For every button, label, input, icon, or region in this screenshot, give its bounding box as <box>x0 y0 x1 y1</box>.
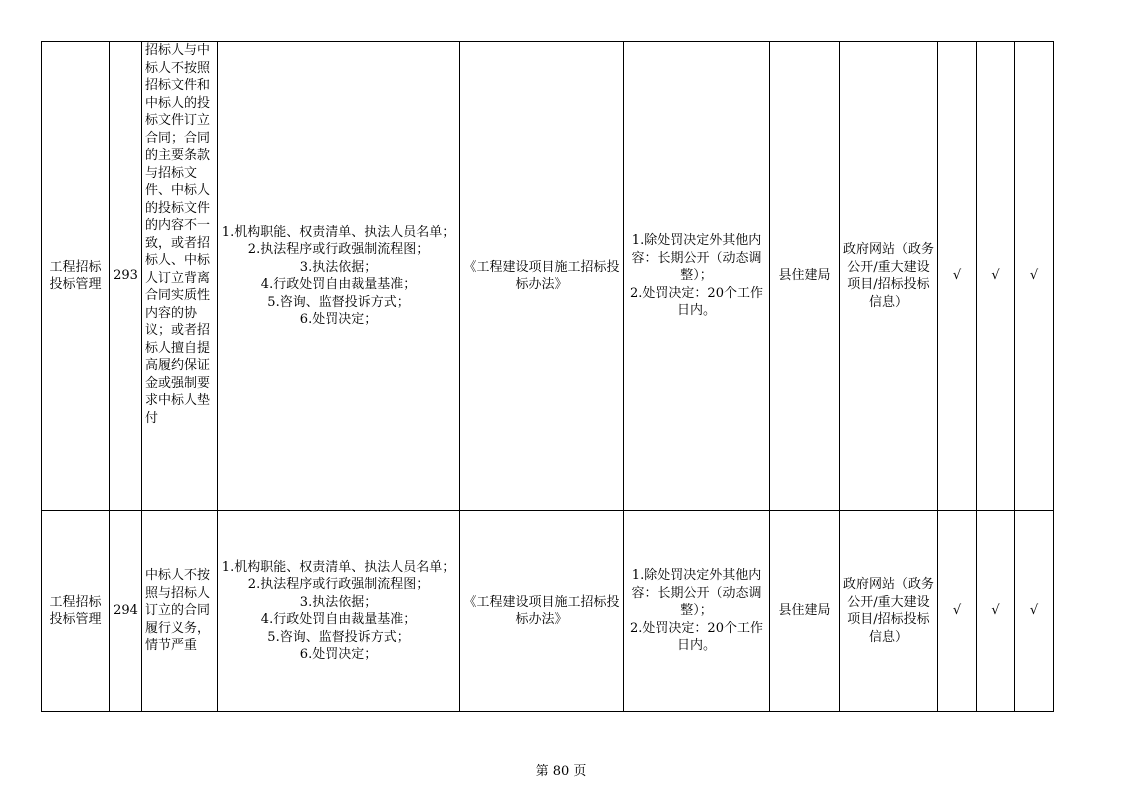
legal-basis-cell: 《工程建设项目施工招标投标办法》 <box>460 42 624 511</box>
disclosure-line: 3.执法依据； <box>299 594 378 610</box>
disclosure-line: 4.行政处罚自由裁量基准； <box>260 612 417 627</box>
disclosure-line: 3.执法依据； <box>299 259 378 275</box>
disclosure-table <box>41 41 1054 712</box>
disclosure-line: 2.执法程序或行政强制流程图； <box>247 242 430 257</box>
channel-cell: 政府网站（政务公开/重大建设项目/招标投标信息） <box>840 511 938 712</box>
disclosure-content-cell <box>218 42 460 511</box>
disclosure-line: 5.咨询、监督投诉方式； <box>267 629 410 645</box>
disclosure-line: 1.机构职能、权责清单、执法人员名单； <box>221 559 456 575</box>
category-cell: 工程招标投标管理 <box>42 511 110 712</box>
time-line: 1.除处罚决定外其他内容：长期公开（动态调整）； <box>631 233 762 284</box>
department-cell: 县住建局 <box>770 42 840 511</box>
disclosure-line: 6.处罚决定； <box>299 647 378 662</box>
page-number: 第 80 页 <box>535 764 587 779</box>
table-row <box>42 42 1054 511</box>
item-content-cell: 中标人不按照与招标人订立的合同履行义务，情节严重 <box>142 511 218 712</box>
item-content-cell: 招标人与中标人不按照招标文件和中标人的投标文件订立合同；合同的主要条款与招标文件、中标人的投标文件的内容不一致，或者招标人、中标人订立背离合同实质性内容的协议；或者招标人擅自提高履约保证金或强制要求中标人垫付 <box>142 42 218 511</box>
check-mark-cell: √ <box>1015 511 1054 712</box>
department-cell: 县住建局 <box>770 511 840 712</box>
time-line: 2.处罚决定：20个工作日内。 <box>630 620 763 654</box>
check-mark-cell: √ <box>977 42 1015 511</box>
time-line: 2.处罚决定：20个工作日内。 <box>630 285 763 319</box>
check-mark-cell: √ <box>977 511 1015 712</box>
table-row <box>42 511 1054 712</box>
item-number-cell: 293 <box>110 42 142 511</box>
check-mark-cell: √ <box>938 511 977 712</box>
category-cell: 工程招标投标管理 <box>42 42 110 511</box>
item-number-cell: 294 <box>110 511 142 712</box>
disclosure-time-cell <box>624 511 770 712</box>
disclosure-content-cell <box>218 511 460 712</box>
channel-cell: 政府网站（政务公开/重大建设项目/招标投标信息） <box>840 42 938 511</box>
time-line: 1.除处罚决定外其他内容：长期公开（动态调整）； <box>631 568 762 619</box>
disclosure-line: 2.执法程序或行政强制流程图； <box>247 577 430 592</box>
disclosure-line: 5.咨询、监督投诉方式； <box>267 294 410 310</box>
disclosure-line: 4.行政处罚自由裁量基准； <box>260 277 417 292</box>
legal-basis-cell: 《工程建设项目施工招标投标办法》 <box>460 511 624 712</box>
check-mark-cell: √ <box>1015 42 1054 511</box>
disclosure-line: 6.处罚决定； <box>299 312 378 327</box>
disclosure-time-cell <box>624 42 770 511</box>
check-mark-cell: √ <box>938 42 977 511</box>
disclosure-line: 1.机构职能、权责清单、执法人员名单； <box>221 224 456 240</box>
